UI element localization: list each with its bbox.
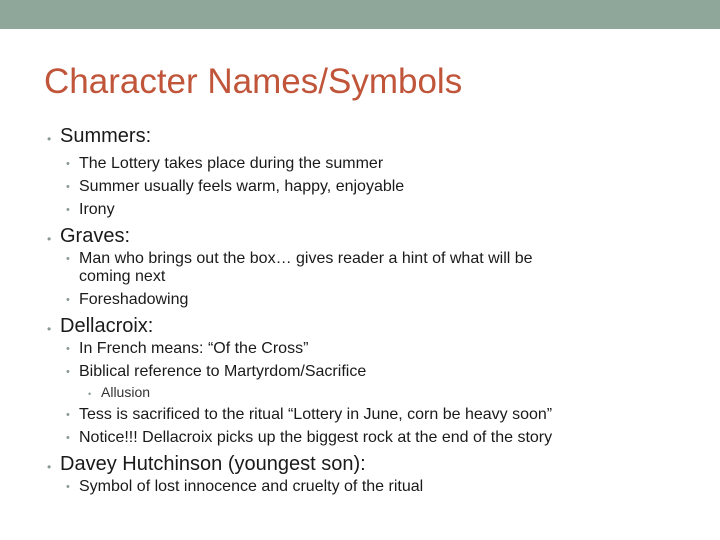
bullet-icon: •	[47, 460, 52, 474]
heading-graves: Graves:	[60, 225, 131, 247]
slide-title: Character Names/Symbols	[44, 62, 463, 101]
heading-davey: Davey Hutchinson (youngest son):	[60, 453, 366, 475]
bullet-icon: •	[66, 343, 70, 355]
bullet-icon: •	[66, 204, 70, 216]
list-item-text: Symbol of lost innocence and cruelty of the ritual	[79, 478, 424, 495]
list-item-text: coming next	[79, 268, 166, 285]
bullet-icon: •	[88, 389, 92, 399]
bullet-icon: •	[66, 181, 70, 193]
bullet-icon: •	[47, 322, 52, 336]
heading-dellacroix: Dellacroix:	[60, 315, 154, 337]
bullet-icon: •	[47, 132, 52, 146]
bullet-icon: •	[66, 366, 70, 378]
header-bar	[0, 0, 720, 29]
list-item-text: Irony	[79, 201, 115, 218]
bullet-icon: •	[66, 432, 70, 444]
bullet-icon: •	[66, 481, 70, 493]
list-item-text: Biblical reference to Martyrdom/Sacrifice	[79, 363, 367, 380]
list-item-continuation	[79, 267, 165, 286]
bullet-icon: •	[66, 294, 70, 306]
bullet-icon: •	[66, 409, 70, 421]
list-item-text: The Lottery takes place during the summer	[79, 155, 384, 172]
bullet-icon: •	[66, 158, 70, 170]
bullet-icon: •	[66, 253, 70, 265]
list-item-text: Man who brings out the box… gives reader a hint of what will be	[79, 250, 533, 267]
list-item-text: Foreshadowing	[79, 291, 189, 308]
heading-summers: Summers:	[60, 125, 152, 147]
list-item-text: In French means: “Of the Cross”	[79, 340, 309, 357]
list-item-text: Tess is sacrificed to the ritual “Lottery in June, corn be heavy soon”	[79, 406, 553, 423]
list-item-text: Allusion	[101, 384, 151, 400]
list-item-text: Notice!!! Dellacroix picks up the biggest rock at the end of the story	[79, 429, 553, 446]
list-item-text: Summer usually feels warm, happy, enjoyable	[79, 178, 405, 195]
bullet-icon: •	[47, 232, 52, 246]
